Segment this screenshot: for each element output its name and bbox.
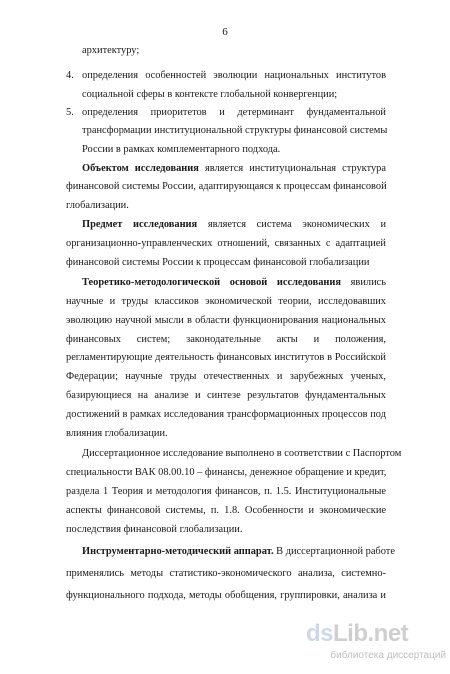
dslib-watermark xyxy=(306,620,446,664)
text-line: эволюцию научной мысли в области функционирования национальных xyxy=(66,315,386,326)
text-line: социальной сферы в контексте глобальной конвергенции; xyxy=(82,89,338,100)
text-line: раздела 1 Теория и методология финансов, п. 1.5. Институциональные xyxy=(66,486,386,497)
text-line: России в рамках комплементарного подхода. xyxy=(82,144,281,155)
text-line: аспекты финансовой системы, п. 1.8. Особенности и экономические xyxy=(66,505,386,516)
text-line: финансовых систем; законодательные акты и положения, xyxy=(66,334,386,345)
text-line: архитектуру; xyxy=(82,45,140,56)
subject-label: Предмет исследования xyxy=(82,219,198,230)
object-paragraph: Объектом исследования является институциональная структура xyxy=(82,163,386,174)
text-line: трансформации институциональной структуры финансовой системы xyxy=(82,125,388,136)
text-line: научные и труды классиков экономической теории, исследовавших xyxy=(66,296,386,307)
text-line: специальности ВАК 08.00.10 – финансы, денежное обращение и кредит, xyxy=(66,467,387,478)
passport-paragraph: Диссертационное исследование выполнено в соответствии с Паспортом xyxy=(82,448,402,459)
text-line: финансовой системы России к процессам финансовой глобализации xyxy=(66,257,370,268)
apparatus-label: Инструментарно-методический аппарат. xyxy=(82,546,274,557)
watermark-subtitle: библиотека диссертаций xyxy=(330,650,446,661)
text-line: достижений в рамках исследования трансформационных процессов под xyxy=(66,409,386,420)
text-line: финансовой системы России, адаптирующаяся к процессам финансовой xyxy=(66,181,387,192)
text-line: базирующиеся на анализе и синтезе результатов фундаментальных xyxy=(66,390,386,401)
apparatus-paragraph: Инструментарно-методический аппарат. В диссертационной работе xyxy=(82,546,395,557)
methodology-paragraph: Теоретико-методологической основой исследования явились xyxy=(82,277,386,288)
methodology-label: Теоретико-методологической основой исследования xyxy=(82,277,341,288)
list-number: 4. xyxy=(66,70,74,81)
text-line: последствия финансовой глобализации. xyxy=(66,524,243,535)
watermark-logo: dsLib.net xyxy=(306,620,409,647)
text-line: регламентирующие деятельность финансовых институтов в Российской xyxy=(66,352,386,363)
text-line: глобализации. xyxy=(66,200,129,211)
text-line: применялись методы статистико-экономического анализа, системно- xyxy=(66,568,386,579)
text-line: Федерации; научные труды отечественных и зарубежных ученых, xyxy=(66,371,386,382)
page-number: 6 xyxy=(222,26,228,38)
object-label: Объектом исследования xyxy=(82,163,199,174)
text-line: организационно-управленческих отношений, связанных с адаптацией xyxy=(66,238,386,249)
text-line: функционального подхода, методы обобщения, группировки, анализа и xyxy=(66,590,386,601)
subject-paragraph: Предмет исследования является система экономических и xyxy=(82,219,387,230)
list-item-4: 4. определения особенностей эволюции национальных институтов xyxy=(66,70,386,81)
list-number: 5. xyxy=(66,107,74,118)
text-line: влияния глобализации. xyxy=(66,428,168,439)
list-item-5: 5. определения приоритетов и детерминант фундаментальной xyxy=(66,107,386,118)
